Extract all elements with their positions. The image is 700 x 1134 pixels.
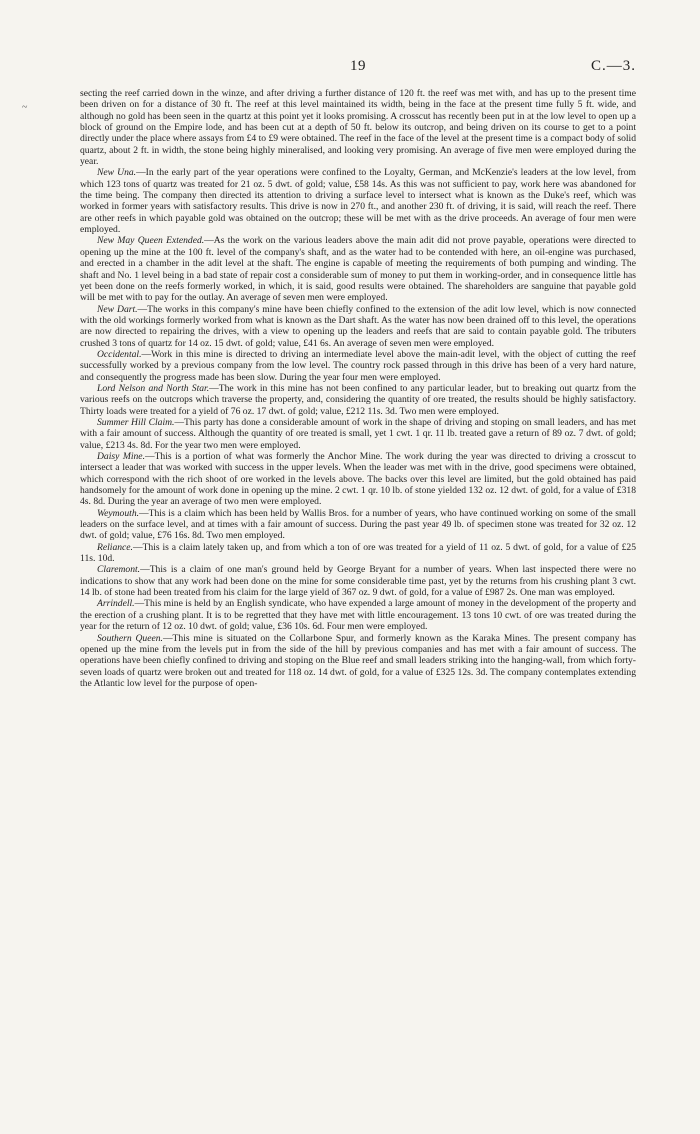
mine-name: Lord Nelson and North Star. [97, 382, 210, 394]
paragraph-occidental: Occidental.—Work in this mine is directed to driving an intermediate level above the main-adit level, with the object of cutting the reef successfully worked by a previous company from the low level. The country rock passed through in this drive has been of a very hard nature, and consequently the progress made has been slow. During the year four men were employed. [80, 348, 636, 383]
mine-name: Arrindell. [97, 598, 135, 610]
paragraph-reliance: Reliance.—This is a claim lately taken up, and from which a ton of ore was treated for a yield of 11 oz. 5 dwt. of gold, for a value of £25 11s. 10d. [80, 541, 636, 565]
mine-name: Occidental. [97, 348, 142, 360]
paragraph-lord-nelson: Lord Nelson and North Star.—The work in this mine has not been confined to any particular leader, but to breaking out quartz from the various reefs on the outcrops which traverse the property, and, considering the quantity of ore treated, the results should be highly satisfactory. Thirty loads were treated for a yield of 76 oz. 17 dwt. of gold; value, £212 11s. 3d. Two men were employed. [80, 382, 636, 417]
mine-name: New Dart. [97, 303, 138, 315]
mine-name: Southern Queen. [97, 632, 163, 644]
page-number: 19 [350, 58, 366, 74]
mine-name: New Una. [97, 167, 137, 179]
paragraph-continuation: secting the reef carried down in the winze, and after driving a further distance of 120 ft. the reef was met with, and has up to the present time been driven on for a distance of 30 ft. The reef at this level maintained its width, being in the face at the present time fully 5 ft. wide, and although no gold has been seen in the quartz at this point yet it looks promising. A crosscut has recently been put in at the low level to open up a block of ground on the Empire lode, and has been cut at a depth of 50 ft. below its outcrop, and being driven on its course to get to a point directly under the place where assays from £4 to £9 were obtained. The reef in the face of the level at the present time is a compact body of solid quartz, about 2 ft. in width, the stone being highly mineralised, and looking very promising. An average of five men were employed during the year. [80, 88, 636, 168]
paragraph-weymouth: Weymouth.—This is a claim which has been held by Wallis Bros. for a number of years, who have continued working on some of the small leaders on the surface level, and at times with a fair amount of success. During the past year 49 lb. of specimen stone was treated for 32 oz. 12 dwt. of gold; value, £76 16s. 8d. Two men employed. [80, 507, 636, 542]
mine-name: Claremont. [97, 564, 141, 576]
report-body [80, 88, 636, 689]
paragraph-claremont: Claremont.—This is a claim of one man's ground held by George Bryant for a number of years. When last inspected there were no indications to show that any work had been done on the mine for some considerable time past, yet by the returns from his crushing plant 3 cwt. 14 lb. of stone had been treated from his claim for the large yield of 367 oz. 9 dwt. of gold, for a value of £987 2s. One man was employed. [80, 564, 636, 599]
page-header [80, 58, 636, 76]
mine-name: Daisy Mine. [97, 451, 145, 462]
paragraph-summer-hill: Summer Hill Claim.—This party has done a considerable amount of work in the shape of driving and stoping on small leaders, and has met with a fair amount of success. Although the quantity of ore treated is small, yet 1 cwt. 1 qr. 11 lb. treated gave a return of 89 oz. 7 dwt. of gold; value, £213 4s. 8d. For the year two men were employed. [80, 416, 636, 451]
mine-name: Weymouth. [97, 507, 140, 519]
mine-name: New May Queen Extended. [97, 235, 205, 247]
paragraph-daisy-mine: Daisy Mine.—This is a portion of what was formerly the Anchor Mine. The work during the year was directed to driving a crosscut to intersect a leader that was worked with success in the upper levels. When the leader was met with in the drive, good specimens were obtained, which correspond with the rich shoot of ore worked in the levels above. The backs over this level are limited, but the gold obtained has paid handsomely for the amount of work done in opening up the mine. 2 cwt. 1 qr. 10 lb. of stone yielded 132 oz. 12 dwt. of gold, for a value of £318 4s. 8d. During the year an average of two men were employed. [80, 451, 636, 508]
mine-name: Summer Hill Claim. [97, 416, 175, 428]
mine-name: Reliance. [97, 541, 133, 553]
paragraph-new-dart: New Dart.—The works in this company's mine have been chiefly confined to the extension of the adit low level, which is now connected with the old workings formerly worked from what is known as the Dart shaft. As the water has now been drained off to this level, the operations are now directed to repairing the drives, with a view to opening up the leaders and reefs that are said to contain payable gold. The tributers crushed 3 tons of quartz for 14 oz. 15 dwt. of gold; value, £41 6s. An average of seven men were employed. [80, 303, 636, 349]
margin-mark: ~ [22, 102, 28, 113]
paragraph-new-una: New Una.—In the early part of the year operations were confined to the Loyalty, German, and McKenzie's leaders at the low level, from which 123 tons of quartz was treated for 21 oz. 5 dwt. of gold; value, £58 14s. As this was not sufficient to pay, work here was abandoned for the time being. The company then directed its attention to driving a surface level to intersect what is known as the Duke's reef, which was worked in former years with satisfactory results. This drive is now in 270 ft., and another 230 ft. of driving, it is said, will reach the reef. There are other reefs in which payable gold was obtained on the outcrop; these will be met with as the drive proceeds. An average of four men were employed. [80, 167, 637, 236]
paragraph-southern-queen: Southern Queen.—This mine is situated on the Collarbone Spur, and formerly known as the Karaka Mines. The present company has opened up the mine from the levels put in from the side of the hill by previous companies and has met with a fair amount of success. The operations have been chiefly confined to driving and stoping on the Blue reef and small leaders striking into the hanging-wall, from which forty-seven loads of quartz were broken out and treated for 118 oz. 14 dwt. of gold, for a value of £325 12s. 3d. The company contemplates extending the Atlantic low level for the purpose of open- [80, 632, 637, 689]
document-reference: C.—3. [590, 58, 636, 74]
paragraph-arrindell: Arrindell.—This mine is held by an English syndicate, who have expended a large amount of money in the development of the property and the erection of a crushing plant. It is to be regretted that they have met with little encouragement. 13 tons 10 cwt. of ore was treated during the year for the return of 12 oz. 10 dwt. of gold; value, £36 10s. 6d. Four men were employed. [80, 598, 636, 633]
paragraph-new-may-queen-extended: New May Queen Extended.—As the work on the various leaders above the main adit did not prove payable, operations were directed to opening up the mine at the 100 ft. level of the company's shaft, and as the water had to be contended with here, an oil-engine was purchased, and erected in a chamber in the adit level at the shaft. The engine is capable of meeting the requirements of both pumping and winding. The shaft and No. 1 level being in a bad state of repair cost a considerable sum of money to put them in working-order, and in consequence little has yet been done on the reefs formerly worked, in which, it is said, good results were obtained. The shareholders are sanguine that payable gold will be met with to pay for the outlay. An average of seven men were employed. [80, 235, 636, 304]
